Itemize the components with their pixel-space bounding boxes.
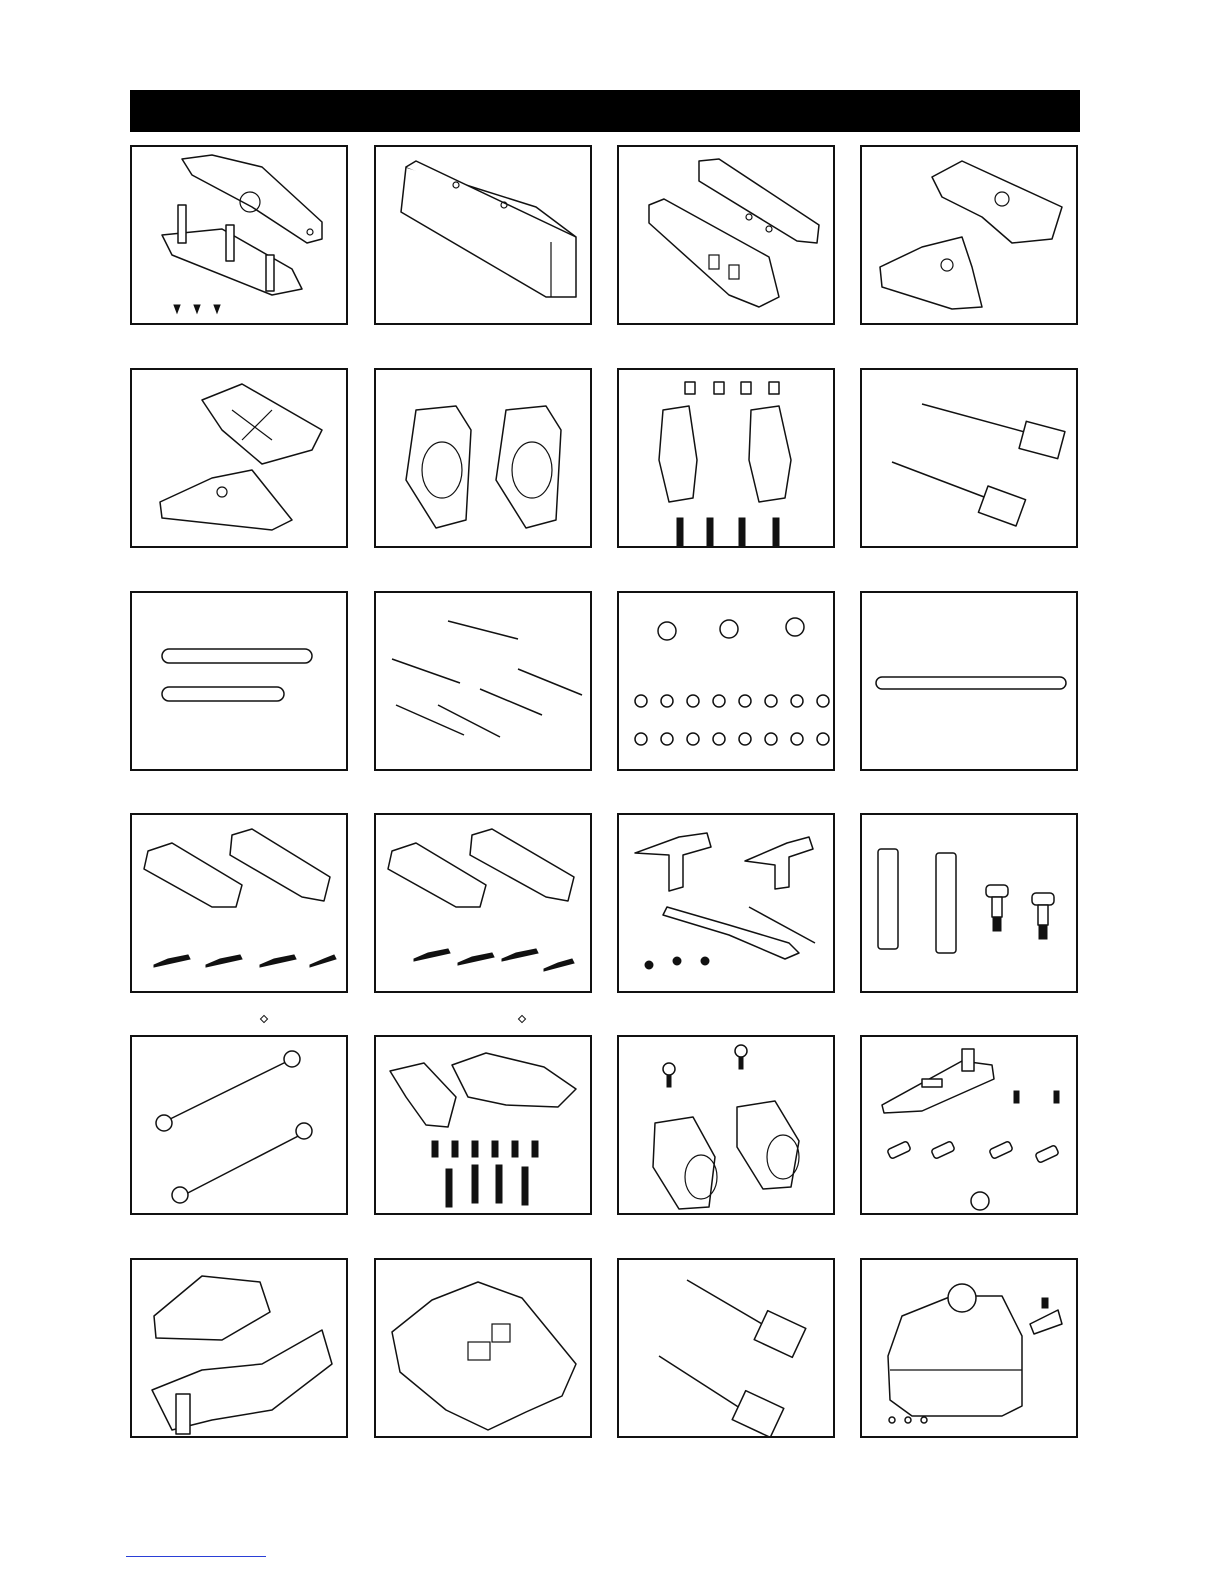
part-cell-19 bbox=[617, 1035, 835, 1215]
part-cell-7 bbox=[617, 368, 835, 548]
c-hub-icon bbox=[619, 370, 833, 546]
marker-dot bbox=[260, 1015, 268, 1023]
hinge-pin-icon bbox=[132, 593, 346, 769]
shock-tower-icon bbox=[619, 147, 833, 323]
standoff-and-screw-icon bbox=[862, 815, 1076, 991]
part-cell-18 bbox=[374, 1035, 592, 1215]
radio-tray-icon bbox=[132, 1260, 346, 1436]
part-cell-3 bbox=[617, 145, 835, 325]
part-cell-5 bbox=[130, 368, 348, 548]
part-cell-21 bbox=[130, 1258, 348, 1438]
part-cell-20 bbox=[860, 1035, 1078, 1215]
part-cell-23 bbox=[617, 1258, 835, 1438]
front-bumper-icon bbox=[376, 147, 590, 323]
marker-dot bbox=[518, 1015, 526, 1023]
rear-arm-mount-icon bbox=[376, 815, 590, 991]
part-cell-8 bbox=[860, 368, 1078, 548]
engine-mount-plate-icon bbox=[862, 1037, 1076, 1213]
section-header-bar bbox=[130, 90, 1080, 132]
upper-suspension-arm-icon bbox=[132, 370, 346, 546]
steering-assembly-icon bbox=[619, 815, 833, 991]
rear-dogbone-icon bbox=[132, 1037, 346, 1213]
lower-suspension-arm-icon bbox=[862, 147, 1076, 323]
brace-set-icon bbox=[376, 1037, 590, 1213]
steering-knuckle-icon bbox=[619, 1037, 833, 1213]
part-cell-24 bbox=[860, 1258, 1078, 1438]
rear-hub-carrier-icon bbox=[376, 370, 590, 546]
footer-link-underline[interactable] bbox=[126, 1556, 266, 1557]
front-dogbone-icon bbox=[862, 370, 1076, 546]
long-hinge-pin-icon bbox=[862, 593, 1076, 769]
part-cell-4 bbox=[860, 145, 1078, 325]
part-cell-6 bbox=[374, 368, 592, 548]
differential-case-icon bbox=[862, 1260, 1076, 1436]
part-cell-22 bbox=[374, 1258, 592, 1438]
nuts-and-washers-icon bbox=[619, 593, 833, 769]
part-cell-12 bbox=[860, 591, 1078, 771]
part-cell-15 bbox=[617, 813, 835, 993]
main-chassis-icon bbox=[376, 1260, 590, 1436]
part-cell-9 bbox=[130, 591, 348, 771]
servo-saver-plate-icon bbox=[132, 147, 346, 323]
part-cell-16 bbox=[860, 813, 1078, 993]
part-cell-10 bbox=[374, 591, 592, 771]
part-cell-11 bbox=[617, 591, 835, 771]
part-cell-13 bbox=[130, 813, 348, 993]
turnbuckle-icon bbox=[376, 593, 590, 769]
part-cell-14 bbox=[374, 813, 592, 993]
cvd-driveshaft-icon bbox=[619, 1260, 833, 1436]
part-cell-1 bbox=[130, 145, 348, 325]
part-cell-2 bbox=[374, 145, 592, 325]
part-cell-17 bbox=[130, 1035, 348, 1215]
front-arm-mount-icon bbox=[132, 815, 346, 991]
